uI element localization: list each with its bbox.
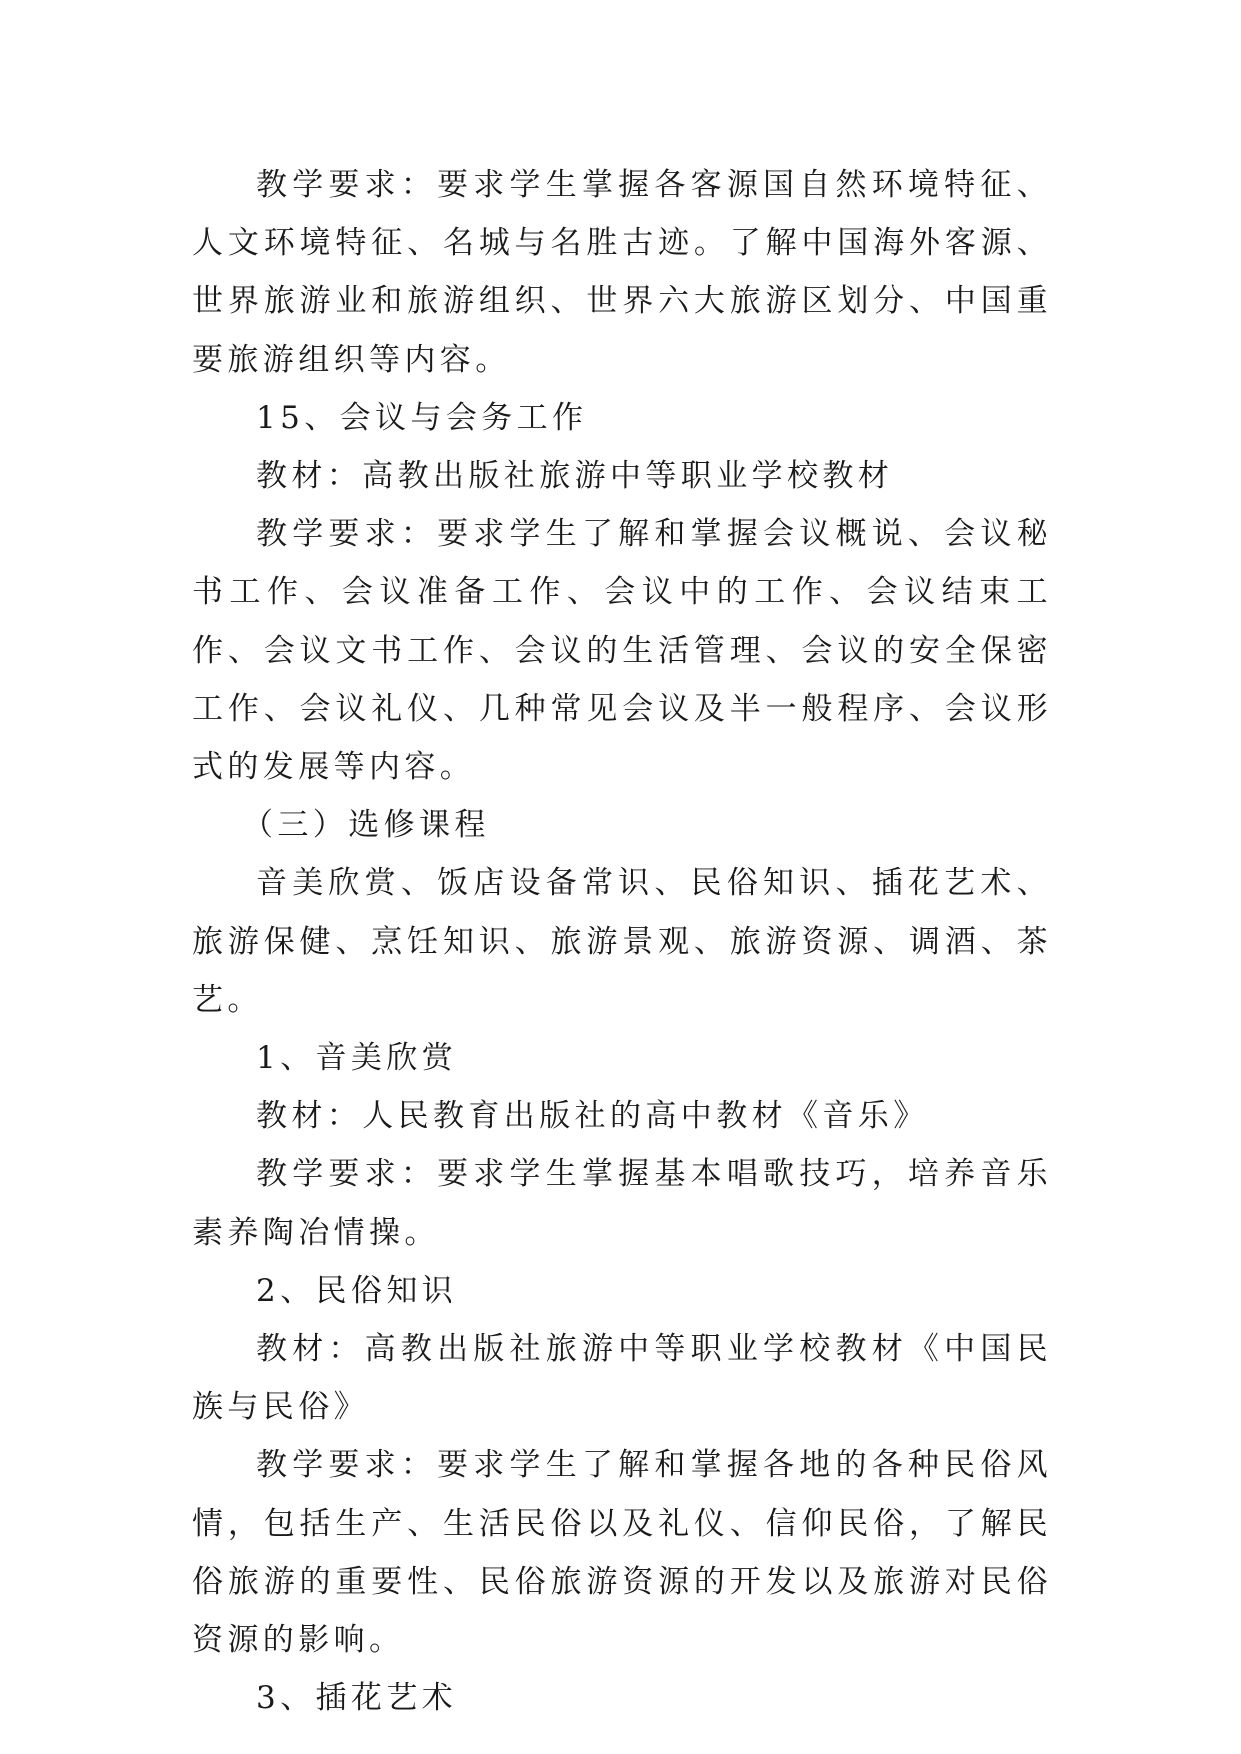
paragraph-teaching-requirements-folk-custom: 教学要求：要求学生了解和掌握各地的各种民俗风情，包括生产、生活民俗以及礼仪、信仰民俗，了解民俗旅游的重要性、民俗旅游资源的开发以及旅游对民俗资源的影响。 bbox=[192, 1447, 1052, 1659]
paragraph-elective-list: 音美欣赏、饭店设备常识、民俗知识、插花艺术、旅游保健、烹饪知识、旅游景观、旅游资源、调酒、茶艺。 bbox=[192, 865, 1052, 1018]
heading-flower-arrangement: 3、插花艺术 bbox=[256, 1680, 458, 1717]
heading-music-appreciation: 1、音美欣赏 bbox=[256, 1040, 458, 1077]
paragraph-textbook-folk-custom: 教材：高教出版社旅游中等职业学校教材《中国民族与民俗》 bbox=[192, 1331, 1052, 1426]
document-body bbox=[192, 156, 1052, 1727]
heading-elective-courses: （三）选修课程 bbox=[242, 807, 490, 844]
paragraph-teaching-requirements-music: 教学要求：要求学生掌握基本唱歌技巧，培养音乐素养陶冶情操。 bbox=[192, 1156, 1052, 1251]
paragraph-textbook-music: 教材：人民教育出版社的高中教材《音乐》 bbox=[256, 1098, 929, 1135]
heading-meeting-affairs: 15、会议与会务工作 bbox=[256, 399, 588, 436]
heading-folk-custom-knowledge: 2、民俗知识 bbox=[256, 1272, 458, 1309]
paragraph-textbook-meeting: 教材：高教出版社旅游中等职业学校教材 bbox=[256, 458, 894, 495]
paragraph-teaching-requirements-meeting: 教学要求：要求学生了解和掌握会议概说、会议秘书工作、会议准备工作、会议中的工作、会议结束工作、会议文书工作、会议的生活管理、会议的安全保密工作、会议礼仪、几种常见会议及半一般程序、会议形式的发展等内容。 bbox=[192, 516, 1052, 786]
paragraph-teaching-requirements-tourism-geography: 教学要求：要求学生掌握各客源国自然环境特征、人文环境特征、名城与名胜古迹。了解中国海外客源、世界旅游业和旅游组织、世界六大旅游区划分、中国重要旅游组织等内容。 bbox=[192, 167, 1052, 378]
